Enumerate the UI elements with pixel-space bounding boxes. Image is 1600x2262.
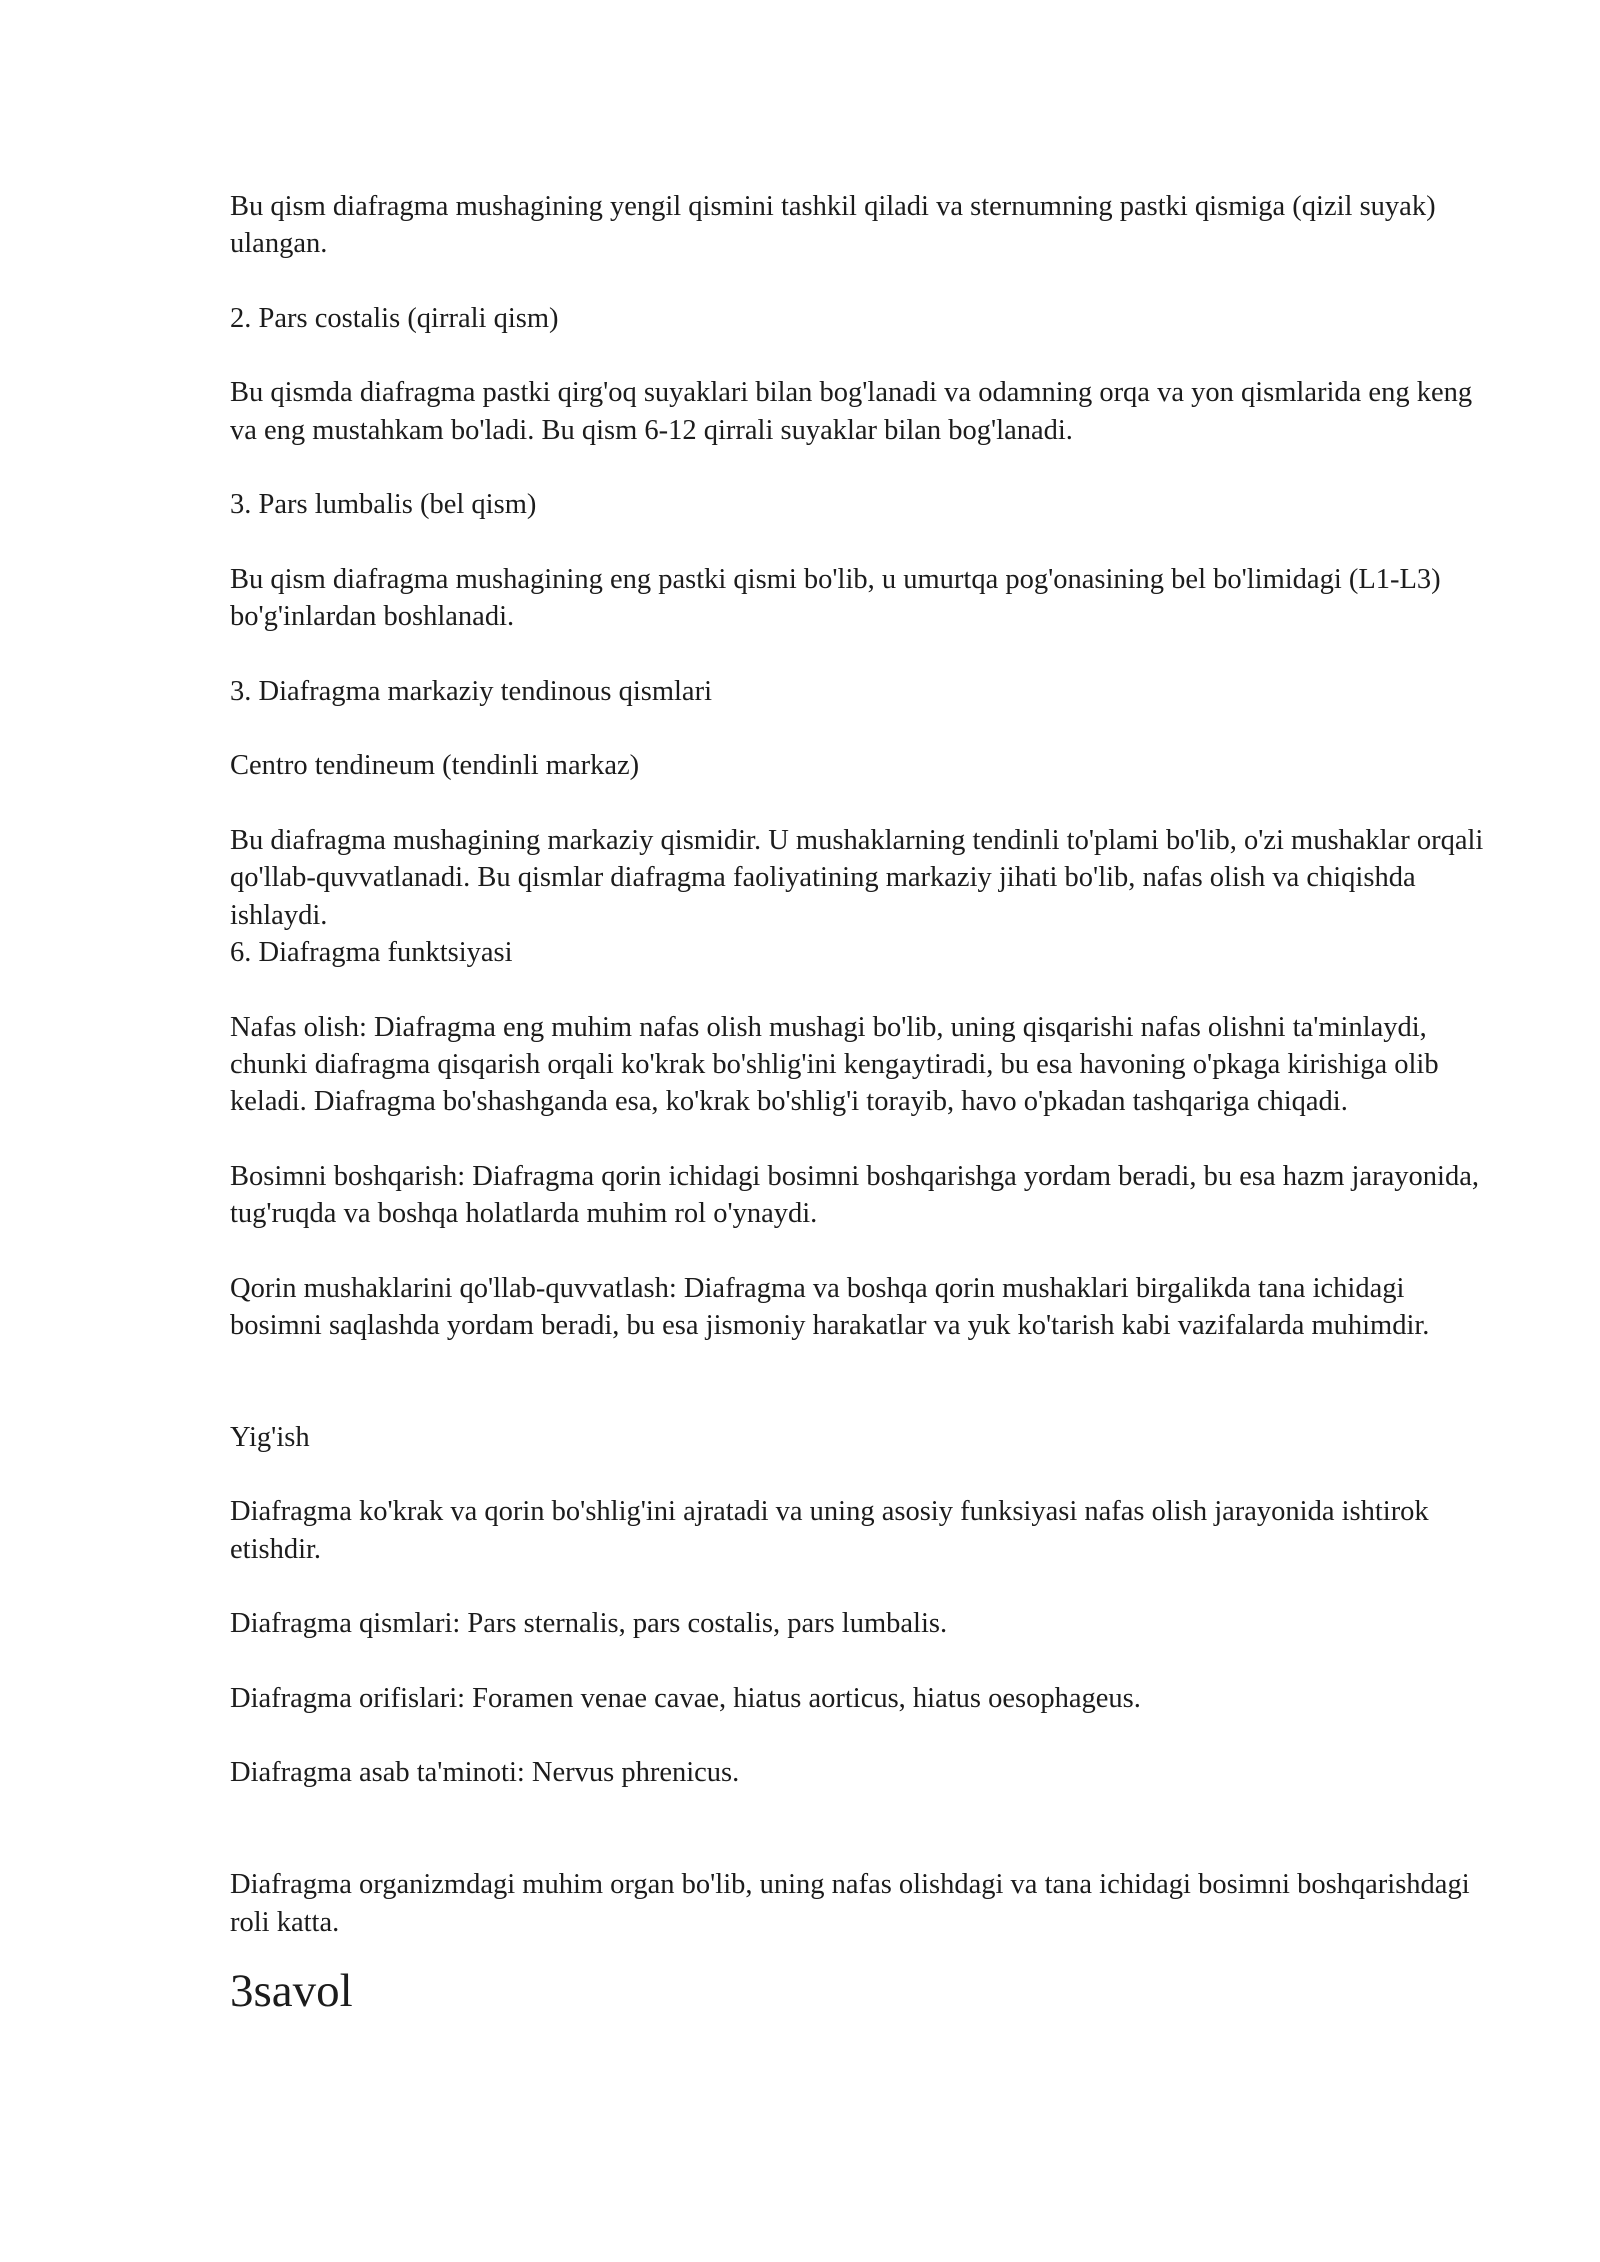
blank-line — [230, 1829, 1500, 1866]
heading-pars-lumbalis: 3. Pars lumbalis (bel qism) — [230, 489, 537, 521]
paragraph-diafragma-orifislari: Diafragma orifislari: Foramen venae cavae, hiatus aorticus, hiatus oesophageus. — [230, 1682, 1141, 1714]
paragraph-centro-tendineum-description: Bu diafragma mushagining markaziy qismidir. U mushaklarning tendinli to'plami bo'lib, o'zi mushaklar orqali qo'llab-quvvatlanadi. Bu qismlar diafragma faoliyatining markaziy jihati bo'lib, nafas olish va chiqishda ishlaydi. — [230, 825, 1484, 931]
blank-line — [230, 1382, 1500, 1419]
section-heading-3savol: 3savol — [230, 1964, 353, 2017]
spacer — [230, 1941, 1500, 1963]
heading-diafragma-funktsiyasi: 6. Diafragma funktsiyasi — [230, 936, 513, 968]
document-page — [230, 188, 1500, 2019]
paragraph-bosimni-boshqarish: Bosimni boshqarish: Diafragma qorin ichidagi bosimni boshqarishga yordam beradi, bu esa hazm jarayonida, tug'ruqda va boshqa holatlarda muhim rol o'ynaydi. — [230, 1160, 1479, 1230]
paragraph-nafas-olish: Nafas olish: Diafragma eng muhim nafas olish mushagi bo'lib, uning qisqarishi nafas olishni ta'minlaydi, chunki diafragma qisqarish orqali ko'krak bo'shlig'ini kengaytiradi, bu esa havoning o'pkaga kirishiga olib keladi. Diafragma bo'shashganda esa, ko'krak bo'shlig'i torayib, havo o'pkadan tashqariga chiqadi. — [230, 1011, 1439, 1118]
paragraph-diafragma-asab: Diafragma asab ta'minoti: Nervus phrenicus. — [230, 1757, 740, 1789]
paragraph-qorin-mushaklari: Qorin mushaklarini qo'llab-quvvatlash: Diafragma va boshqa qorin mushaklari birgalikda tana ichidagi bosimni saqlashda yordam beradi, bu esa jismoniy harakatlar va yuk ko'tarish kabi vazifalarda muhimdir. — [230, 1272, 1430, 1341]
paragraph-pars-lumbalis-description: Bu qism diafragma mushagining eng pastki qismi bo'lib, u umurtqa pog'onasining bel bo'limidagi (L1-L3) bo'g'inlardan boshlanadi. — [230, 563, 1441, 633]
paragraph-diafragma-qismlari: Diafragma qismlari: Pars sternalis, pars costalis, pars lumbalis. — [230, 1608, 948, 1640]
heading-tendinous-parts: 3. Diafragma markaziy tendinous qismlari — [230, 675, 712, 707]
paragraph-pars-costalis-description: Bu qismda diafragma pastki qirg'oq suyaklari bilan bog'lanadi va odamning orqa va yon qismlarida eng keng va eng mustahkam bo'ladi. Bu qism 6-12 qirrali suyaklar bilan bog'lanadi. — [230, 377, 1473, 446]
paragraph-pars-sternalis-description: Bu qism diafragma mushagining yengil qismini tashkil qiladi va sternumning pastki qismiga (qizil suyak) ulangan. — [230, 191, 1436, 260]
heading-pars-costalis: 2. Pars costalis (qirrali qism) — [230, 302, 559, 334]
paragraph-summary-intro: Diafragma ko'krak va qorin bo'shlig'ini ajratadi va uning asosiy funksiyasi nafas olish jarayonida ishtirok etishdir. — [230, 1496, 1429, 1565]
heading-yigish: Yig'ish — [230, 1421, 310, 1453]
heading-centro-tendineum: Centro tendineum (tendinli markaz) — [230, 750, 640, 782]
paragraph-conclusion: Diafragma organizmdagi muhim organ bo'lib, uning nafas olishdagi va tana ichidagi bosimni boshqarishdagi roli katta. — [230, 1869, 1470, 1938]
